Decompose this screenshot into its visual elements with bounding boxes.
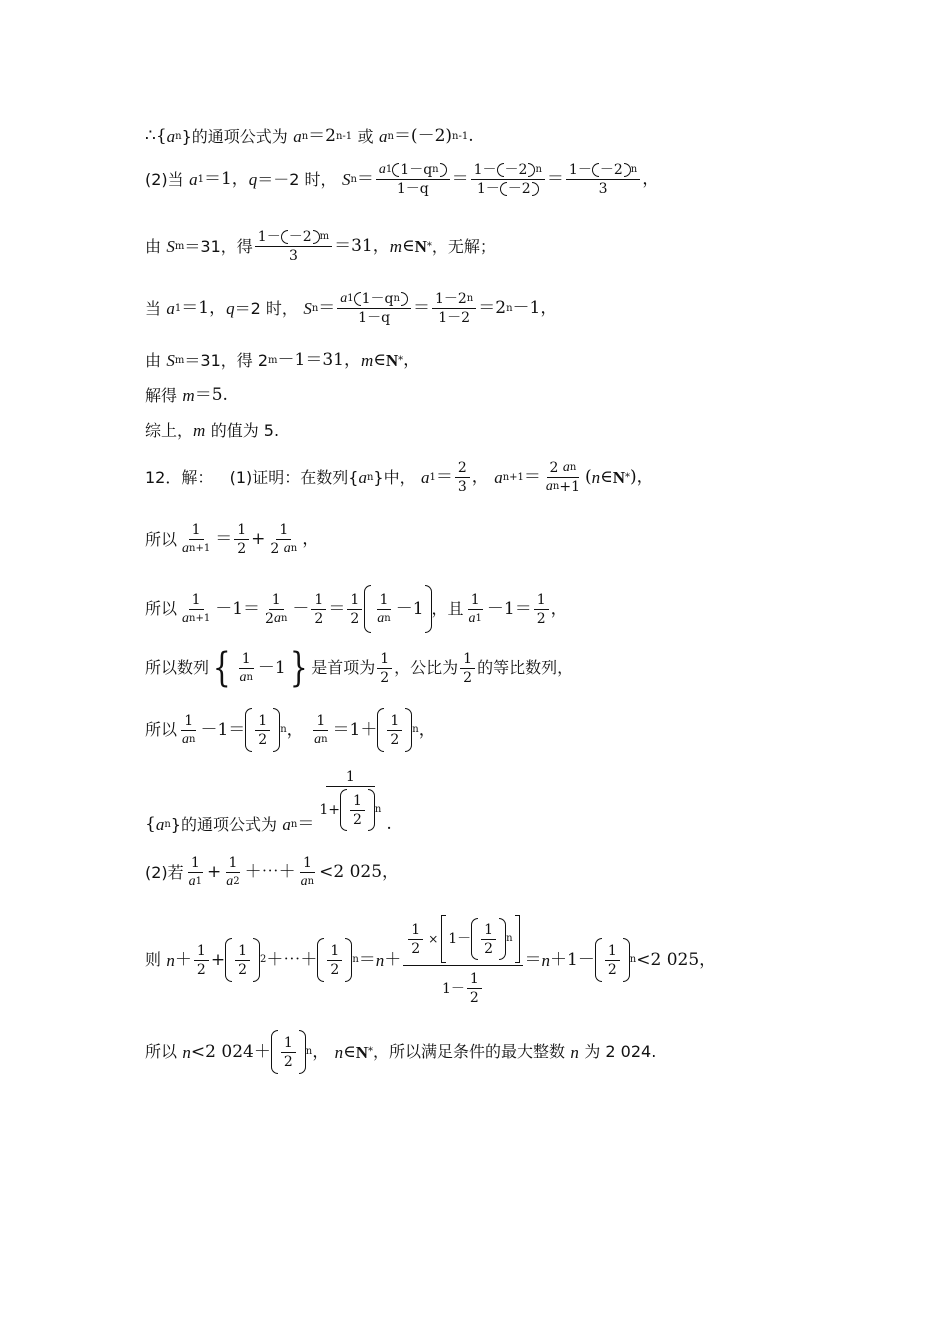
var-a: a — [358, 468, 367, 487]
numerator: 1 — [313, 714, 328, 731]
numerator: 1 — [189, 523, 204, 540]
var-a: a — [282, 815, 291, 834]
var-n: n — [570, 1042, 579, 1062]
text: 是首项为 — [311, 658, 376, 677]
fraction — [534, 593, 549, 626]
text: 所以数列 — [145, 658, 210, 677]
text: }的通项公式为 — [170, 814, 277, 834]
fraction — [281, 1036, 296, 1069]
var-a: a — [283, 541, 291, 556]
text: + — [210, 949, 226, 970]
denominator: 2 — [330, 961, 340, 978]
text: 1－ — [448, 931, 472, 947]
text: ＝1， — [203, 169, 249, 189]
text: 12．解： — [145, 467, 214, 487]
text: 综上， — [145, 420, 194, 440]
fraction — [455, 461, 470, 494]
fraction — [350, 794, 365, 827]
text: ＝ — [297, 814, 315, 834]
line-sum-expansion: 则 n ＋ $\frac{1}{2}$ + $\frac{1}{2}$ 2 ＋⋯＋ $\frac{1}{2}$ n ＝ n ＋ $\frac{1}{2}$ × 1－ $\frac{1}{2}$ n 1－ $\frac{1}{2}$ ＝ n ＋1－ $\frac{1}{2}$ n <2 025， — [145, 915, 716, 1005]
text: 1－2 — [438, 310, 471, 326]
text: 1－q — [396, 181, 429, 197]
denominator: 2 — [350, 610, 360, 627]
text: ＝ — [523, 467, 541, 487]
line-reciprocal-minus-1 — [145, 585, 568, 633]
text: 2 — [265, 610, 274, 627]
fraction: 1－ －2 m 3 — [255, 230, 332, 263]
fraction: a 1 1－q n 1－q — [376, 163, 450, 196]
fraction: 1 a n+1 — [182, 522, 211, 556]
text: －2 — [288, 229, 312, 245]
text: ＝－2 时， — [257, 169, 337, 189]
text: ＝ — [435, 467, 453, 487]
text: － — [292, 598, 310, 619]
numerator: 1 — [350, 794, 365, 811]
text: 由 — [145, 350, 162, 370]
numerator: 1 — [327, 944, 342, 961]
denominator: 2 — [536, 610, 546, 627]
text: N — [612, 468, 625, 487]
var-q: q — [248, 170, 258, 189]
text: <2 025， — [319, 862, 400, 882]
var-m: m — [360, 351, 374, 370]
var-a: a — [378, 162, 386, 177]
denominator: 2 — [463, 669, 473, 686]
text: ＝5. — [194, 385, 228, 405]
numerator: 1 — [347, 593, 362, 610]
text: －2 — [507, 181, 531, 197]
fraction: 1－ －2 n 1－ －2 — [471, 163, 545, 196]
text: ＋⋯＋ — [266, 949, 318, 970]
numerator: 1 — [226, 856, 241, 873]
numerator: 1 — [194, 944, 209, 961]
numerator: 1 — [189, 593, 204, 610]
text: ＝ — [328, 598, 346, 619]
numerator: 1 — [276, 523, 291, 540]
text: 为 2 024. — [584, 1042, 657, 1061]
text: ＝1， — [181, 298, 227, 318]
text: ∈ — [373, 350, 386, 370]
denominator: 2 — [411, 940, 421, 957]
text: 所以 — [145, 599, 178, 618]
var-a: a — [182, 541, 190, 556]
text: 1－q — [400, 162, 433, 178]
text: 3 — [288, 248, 298, 264]
text: 的值为 5. — [210, 420, 280, 440]
text: ，无解； — [431, 236, 496, 256]
numerator: 1 — [234, 523, 249, 540]
text: 当 — [145, 298, 162, 318]
numerator: 1 — [605, 944, 620, 961]
var-S: S — [166, 237, 175, 256]
fraction — [327, 944, 342, 977]
text: －1＝ — [486, 598, 532, 619]
numerator: 1 — [239, 652, 254, 669]
fraction — [234, 523, 249, 556]
text: 或 — [357, 126, 374, 146]
text: 解得 — [145, 385, 178, 405]
fraction — [194, 944, 209, 977]
text: 所以 — [145, 1042, 178, 1061]
line-solve-2m: 由 S m ＝31，得 2 m －1＝31， m ∈ N * ， — [145, 350, 421, 370]
line-case-q-neg2: (2)当 a 1 ＝1， q ＝－2 时， S n ＝ a 1 1－q n 1－q ＝ 1－ －2 n 1－ －2 ＝ 1－ －2 n 3 ， — [145, 162, 660, 197]
var-a: a — [378, 127, 388, 146]
var-S: S — [303, 299, 312, 318]
fraction: 1 1+ $\frac{1}{2}$ n — [316, 770, 384, 831]
numerator: 1 — [377, 593, 392, 610]
text: 1－ — [568, 162, 592, 178]
text: ＝ — [524, 949, 542, 970]
var-a: a — [314, 731, 322, 747]
text: × — [428, 932, 439, 946]
numerator: 1 — [269, 593, 284, 610]
var-a: a — [300, 874, 308, 889]
text: ， — [550, 598, 568, 619]
fraction: 1 a n — [314, 712, 328, 747]
denominator: 2 — [484, 940, 494, 957]
var-a: a — [494, 468, 503, 487]
fraction: 1－2 n 1－2 — [432, 292, 476, 325]
text: 1－ — [476, 181, 500, 197]
text: { — [145, 814, 156, 834]
text: ， — [312, 1041, 330, 1062]
var-n: n — [334, 1042, 344, 1062]
text: 1－2 — [434, 291, 467, 307]
var-m: m — [193, 421, 206, 440]
var-a: a — [421, 468, 430, 487]
text: ＝1＋ — [332, 719, 378, 740]
var-S: S — [341, 170, 351, 189]
text: ＝(－2) — [393, 126, 453, 146]
numerator: 1 — [255, 714, 270, 731]
numerator: 1 — [377, 652, 392, 669]
numerator: 1 — [181, 714, 196, 731]
numerator: 1 — [387, 714, 402, 731]
text: ＝2 — [308, 126, 336, 146]
fraction — [377, 652, 392, 685]
fraction: 1 a n — [300, 855, 315, 889]
var-a: a — [239, 669, 247, 685]
var-a: a — [166, 299, 175, 318]
text: 所以 — [145, 529, 178, 549]
text: 2 — [549, 460, 559, 476]
text: (2)若 — [145, 862, 184, 882]
text: . — [386, 814, 392, 834]
var-n: n — [541, 950, 551, 970]
text: ＝2 — [478, 298, 507, 318]
fraction: $\frac{1}{2}$ × 1－ $\frac{1}{2}$ n 1－ $\frac{1}{2}$ — [403, 915, 522, 1005]
denominator: 2 — [196, 961, 206, 978]
var-a: a — [545, 479, 553, 494]
denominator: 2 — [283, 1053, 293, 1070]
fraction — [467, 972, 482, 1005]
var-m: m — [389, 237, 403, 256]
fraction: 2 a n a n +1 — [545, 460, 580, 495]
var-n: n — [182, 1042, 191, 1062]
text: 3 — [598, 181, 608, 197]
text: ，且 — [431, 599, 464, 618]
text: ＝31， — [334, 236, 390, 256]
var-a: a — [155, 815, 165, 834]
fraction: 1－ －2 n 3 — [566, 163, 640, 196]
line-reciprocal — [145, 523, 319, 556]
text: 1－q — [358, 310, 391, 326]
text: + — [207, 862, 222, 882]
text: 1－ — [441, 980, 465, 997]
text: N — [385, 351, 399, 370]
text: ∈ — [600, 467, 613, 487]
var-a: a — [377, 610, 385, 626]
var-q: q — [226, 299, 235, 318]
text: ＋ — [174, 949, 192, 970]
text: ∈ — [402, 236, 415, 256]
var-a: a — [340, 291, 348, 306]
denominator: 2 — [607, 961, 617, 978]
line-m-equals-5 — [145, 387, 228, 404]
numerator: 1 — [467, 972, 482, 989]
text: ，公比为 — [394, 658, 459, 677]
text: . — [468, 126, 474, 146]
text: }的通项公式为 — [181, 126, 288, 146]
numerator: 1 — [534, 593, 549, 610]
line-general-term-1: ∴{ a n }的通项公式为 a n ＝2 n-1 或 a n ＝(－2) n-1 . — [145, 126, 474, 146]
denominator: 2 — [380, 669, 390, 686]
numerator: 1 — [408, 923, 423, 940]
numerator: 1 — [311, 593, 326, 610]
fraction — [255, 714, 270, 747]
fraction — [481, 923, 496, 956]
text: ＝ — [215, 529, 233, 549]
text: 1－ — [473, 162, 497, 178]
text: －1＝31， — [277, 350, 361, 370]
text: －1＝ — [215, 598, 261, 619]
denominator: 2 — [258, 731, 268, 748]
line-conclusion — [145, 422, 279, 439]
fraction — [347, 593, 362, 626]
denominator: 2 — [314, 610, 324, 627]
text: )， — [630, 467, 654, 487]
text: －1 — [395, 598, 424, 619]
text: +1 — [559, 479, 580, 495]
text: ＋1－ — [550, 949, 595, 970]
numerator: 2 — [455, 461, 470, 478]
text: －1 — [257, 657, 286, 678]
fraction: 1 2 a n — [270, 522, 298, 557]
var-n: n — [591, 468, 601, 487]
numerator: 1 — [300, 856, 315, 873]
text: ＝2 时， — [234, 298, 298, 318]
var-n: n — [375, 950, 385, 970]
fraction: 1 a 1 — [188, 855, 203, 889]
var-S: S — [166, 351, 175, 370]
numerator: 1 — [188, 856, 203, 873]
var-a: a — [273, 610, 281, 626]
text: 1－q — [361, 291, 394, 307]
text: ＋ — [384, 949, 402, 970]
line-geometric-sequence: 所以数列 { 1 a n －1 } 是首项为 $\frac{1}{2}$ ，公比为 $\frac{1}{2}$ 的等比数列， — [145, 645, 574, 691]
text: ， — [471, 467, 489, 487]
var-a: a — [226, 874, 234, 889]
fraction — [235, 944, 250, 977]
text: <2 024＋ — [190, 1041, 271, 1062]
text: 1－ — [257, 229, 281, 245]
text: ， — [403, 350, 421, 370]
numerator: 1 — [235, 944, 250, 961]
text: 2 — [270, 541, 280, 557]
var-a: a — [189, 170, 198, 189]
text: 由 — [145, 236, 162, 256]
line-no-solution: 由 S m ＝31，得 1－ －2 m 3 ＝31， m ∈ N * ，无解； — [145, 229, 496, 264]
text: (2)当 — [145, 169, 184, 189]
text: 所以 — [145, 720, 178, 739]
text: ∴{ — [145, 126, 167, 146]
text: ＝31，得 — [184, 236, 253, 256]
numerator: 1 — [468, 593, 483, 610]
text: 的等比数列， — [477, 658, 574, 677]
var-a: a — [562, 460, 570, 475]
line-case-q-2: 当 a 1 ＝1， q ＝2 时， S n ＝ a 1 1－q n 1－q ＝ 1－2 n 1－2 ＝2 n －1， — [145, 291, 558, 326]
text: 1+ — [319, 802, 340, 818]
text: }中， — [373, 467, 416, 487]
text: －2 — [599, 162, 623, 178]
text: N — [355, 1042, 368, 1062]
line-final-answer: 所以 n <2 024＋ $\frac{1}{2}$ n ， n ∈ N * ，所以满足条件的最大整数 n 为 2 024. — [145, 1030, 656, 1074]
text: <2 025， — [636, 949, 717, 970]
var-m: m — [182, 386, 195, 405]
numerator: 1 — [281, 1036, 296, 1053]
numerator: 1 — [481, 923, 496, 940]
denominator: 2 — [238, 961, 248, 978]
line-inequality — [145, 856, 399, 889]
fraction — [605, 944, 620, 977]
var-a: a — [188, 874, 196, 889]
text: －1＝ — [200, 719, 246, 740]
fraction: 1 a n — [239, 650, 253, 685]
text: ＝ — [358, 949, 376, 970]
denominator: 2 — [469, 990, 479, 1006]
numerator: 1 — [326, 770, 375, 787]
var-a: a — [166, 127, 176, 146]
text: 则 — [145, 950, 162, 969]
denominator: 2 — [390, 731, 400, 748]
fraction — [408, 923, 423, 956]
fraction — [460, 652, 475, 685]
denominator: 2 — [237, 541, 247, 557]
fraction: 1 a 1 — [468, 591, 482, 626]
text: ∈ — [343, 1041, 356, 1062]
text: ， — [286, 719, 304, 740]
fraction: 1 a 2 — [226, 855, 240, 889]
line-reciprocal-formula: 所以 1 a n －1＝ $\frac{1}{2}$ n ， 1 a n ＝1＋ $\frac{1}{2}$ n ， — [145, 708, 436, 752]
var-a: a — [468, 610, 476, 626]
var-a: a — [293, 127, 302, 146]
line-problem-12: 12．解： (1)证明：在数列{ a n }中， a 1 ＝ $\frac{2}{3}$ ， a n+1 ＝ 2 a n a n +1 ( n ∈ N * )， — [145, 460, 654, 495]
text: ( — [584, 467, 592, 487]
var-a: a — [182, 610, 190, 626]
fraction — [311, 593, 326, 626]
fraction — [387, 714, 402, 747]
text: + — [251, 529, 266, 549]
fraction: a 1 1－q n 1－q — [337, 292, 411, 325]
var-n: n — [166, 950, 175, 970]
fraction: 1 a n — [182, 712, 196, 747]
text: ， — [302, 529, 320, 549]
text: ＋⋯＋ — [244, 862, 296, 882]
var-a: a — [182, 731, 190, 747]
fraction: 1 a n — [377, 591, 391, 626]
text: N — [414, 237, 427, 256]
text: －2 — [504, 162, 528, 178]
text: ，所以满足条件的最大整数 — [373, 1042, 566, 1061]
text: ＝31，得 2 — [184, 350, 269, 370]
fraction: 1 2 a n — [265, 591, 288, 627]
denominator: 2 — [352, 811, 362, 828]
text: ， — [418, 719, 436, 740]
fraction: 1 a n+1 — [182, 591, 211, 626]
text: (1)证明：在数列{ — [229, 467, 359, 487]
denominator: 3 — [457, 479, 467, 495]
text: －1， — [512, 298, 558, 318]
line-an-formula: { a n }的通项公式为 a n ＝ 1 1+ $\frac{1}{2}$ n . — [145, 769, 392, 834]
numerator: 1 — [460, 652, 475, 669]
